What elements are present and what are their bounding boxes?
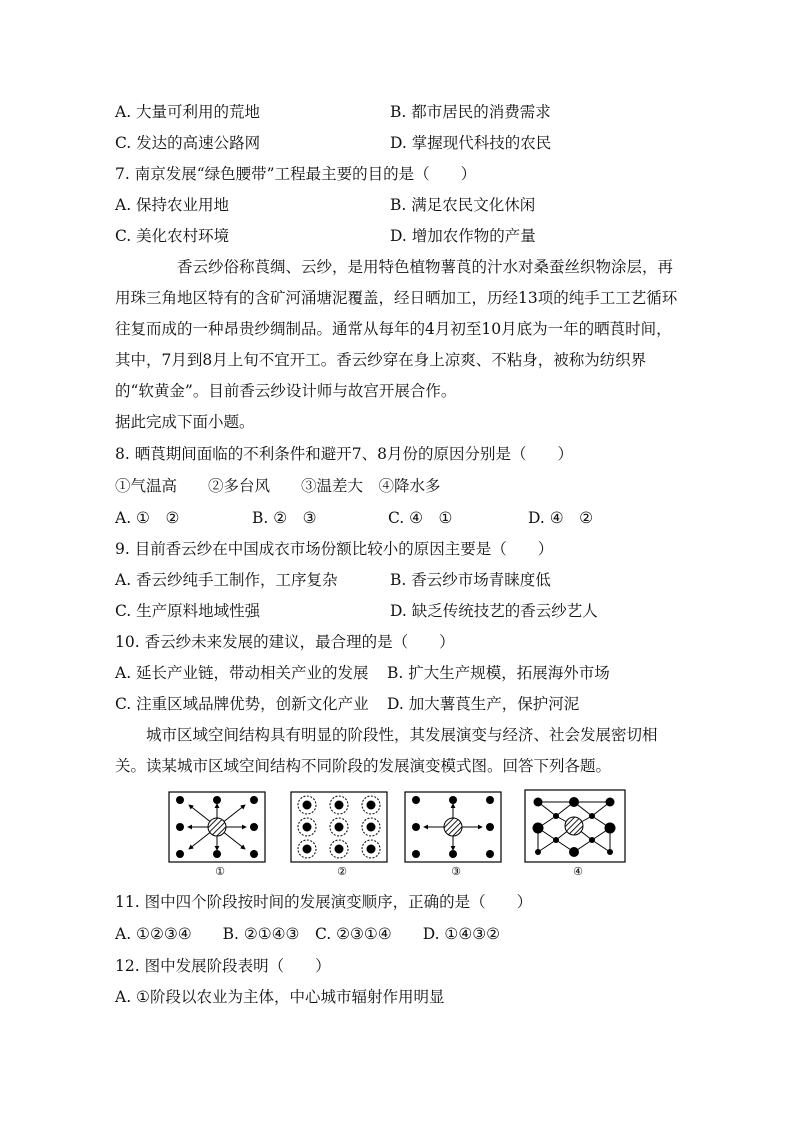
q10-stem: 10. 香云纱未来发展的建议，最合理的是（ ）	[115, 633, 455, 651]
q9-option-d: D. 缺乏传统技艺的香云纱艺人	[390, 602, 598, 620]
q9-option-a: A. 香云纱纯手工制作，工序复杂	[115, 571, 338, 589]
diagram-3	[405, 792, 501, 878]
q9-option-c: C. 生产原料地域性强	[115, 602, 261, 620]
passage-xiangyunsha: 香云纱俗称莨绸、云纱，是用特色植物薯莨的汁水对桑蚕丝织物涂层，再用珠三角地区特有的含矿河涌塘泥覆盖，经日晒加工，历经13项的纯手工工艺循环往复而成的一种昂贵纱绸制品。通常从每年的4月初至10月底为一年的晒莨时间，其中，7月到8月上旬不宜开工。香云纱穿在身上凉爽、不粘身，被称为纺织界的“软黄金”。目前香云纱设计师与故宫开展合作。	[115, 258, 678, 400]
diagram-2-label: ②	[337, 865, 347, 878]
urban-structure-diagrams	[168, 788, 628, 880]
q6-option-a: A. 大量可利用的荒地	[115, 103, 261, 121]
q8-choices: ①气温高 ②多台风 ③温差大 ④降水多	[115, 477, 441, 495]
q12-option-a: A. ①阶段以农业为主体，中心城市辐射作用明显	[115, 988, 445, 1006]
q6-option-d: D. 掌握现代科技的农民	[390, 134, 552, 152]
diagram-3-label: ③	[451, 865, 461, 878]
q10-option-d: D. 加大薯莨生产，保护河泥	[387, 695, 580, 713]
q10-option-c: C. 注重区域品牌优势，创新文化产业	[115, 695, 369, 713]
q9-option-b: B. 香云纱市场青睐度低	[390, 571, 551, 589]
q12-stem: 12. 图中发展阶段表明（ ）	[115, 957, 331, 975]
diagram-4-label: ④	[573, 865, 583, 878]
q8-option-a: A. ① ②	[115, 509, 180, 527]
diagram-2	[291, 792, 387, 878]
q8-option-c: C. ④ ①	[388, 509, 453, 527]
passage-instruction: 据此完成下面小题。	[115, 413, 255, 431]
q6-option-c: C. 发达的高速公路网	[115, 134, 261, 152]
diagram-1-label: ①	[215, 865, 225, 878]
q7-stem: 7. 南京发展“绿色腰带”工程最主要的目的是（ ）	[115, 165, 477, 183]
diagram-1	[169, 792, 265, 878]
q7-option-d: D. 增加农作物的产量	[390, 227, 536, 245]
q9-stem: 9. 目前香云纱在中国成衣市场份额比较小的原因主要是（ ）	[115, 540, 554, 558]
q6-option-b: B. 都市居民的消费需求	[390, 103, 551, 121]
q11-stem: 11. 图中四个阶段按时间的发展演变顺序，正确的是（ ）	[115, 893, 533, 911]
q8-option-b: B. ② ③	[252, 509, 317, 527]
passage-urban-structure: 城市区域空间结构具有明显的阶段性，其发展演变与经济、社会发展密切相关。读某城市区域空间结构不同阶段的发展演变模式图。回答下列各题。	[115, 726, 658, 775]
q7-option-a: A. 保持农业用地	[115, 196, 230, 214]
diagram-4	[525, 790, 625, 878]
q7-option-c: C. 美化农村环境	[115, 227, 230, 245]
q10-option-a: A. 延长产业链，带动相关产业的发展	[115, 664, 369, 682]
q8-stem: 8. 晒莨期间面临的不利条件和避开7、8月份的原因分别是（ ）	[115, 445, 573, 463]
q11-options: A. ①②③④ B. ②①④③ C. ②③①④ D. ①④③②	[115, 925, 501, 943]
q7-option-b: B. 满足农民文化休闲	[390, 196, 536, 214]
q8-option-d: D. ④ ②	[528, 509, 594, 527]
q10-option-b: B. 扩大生产规模，拓展海外市场	[387, 664, 610, 682]
